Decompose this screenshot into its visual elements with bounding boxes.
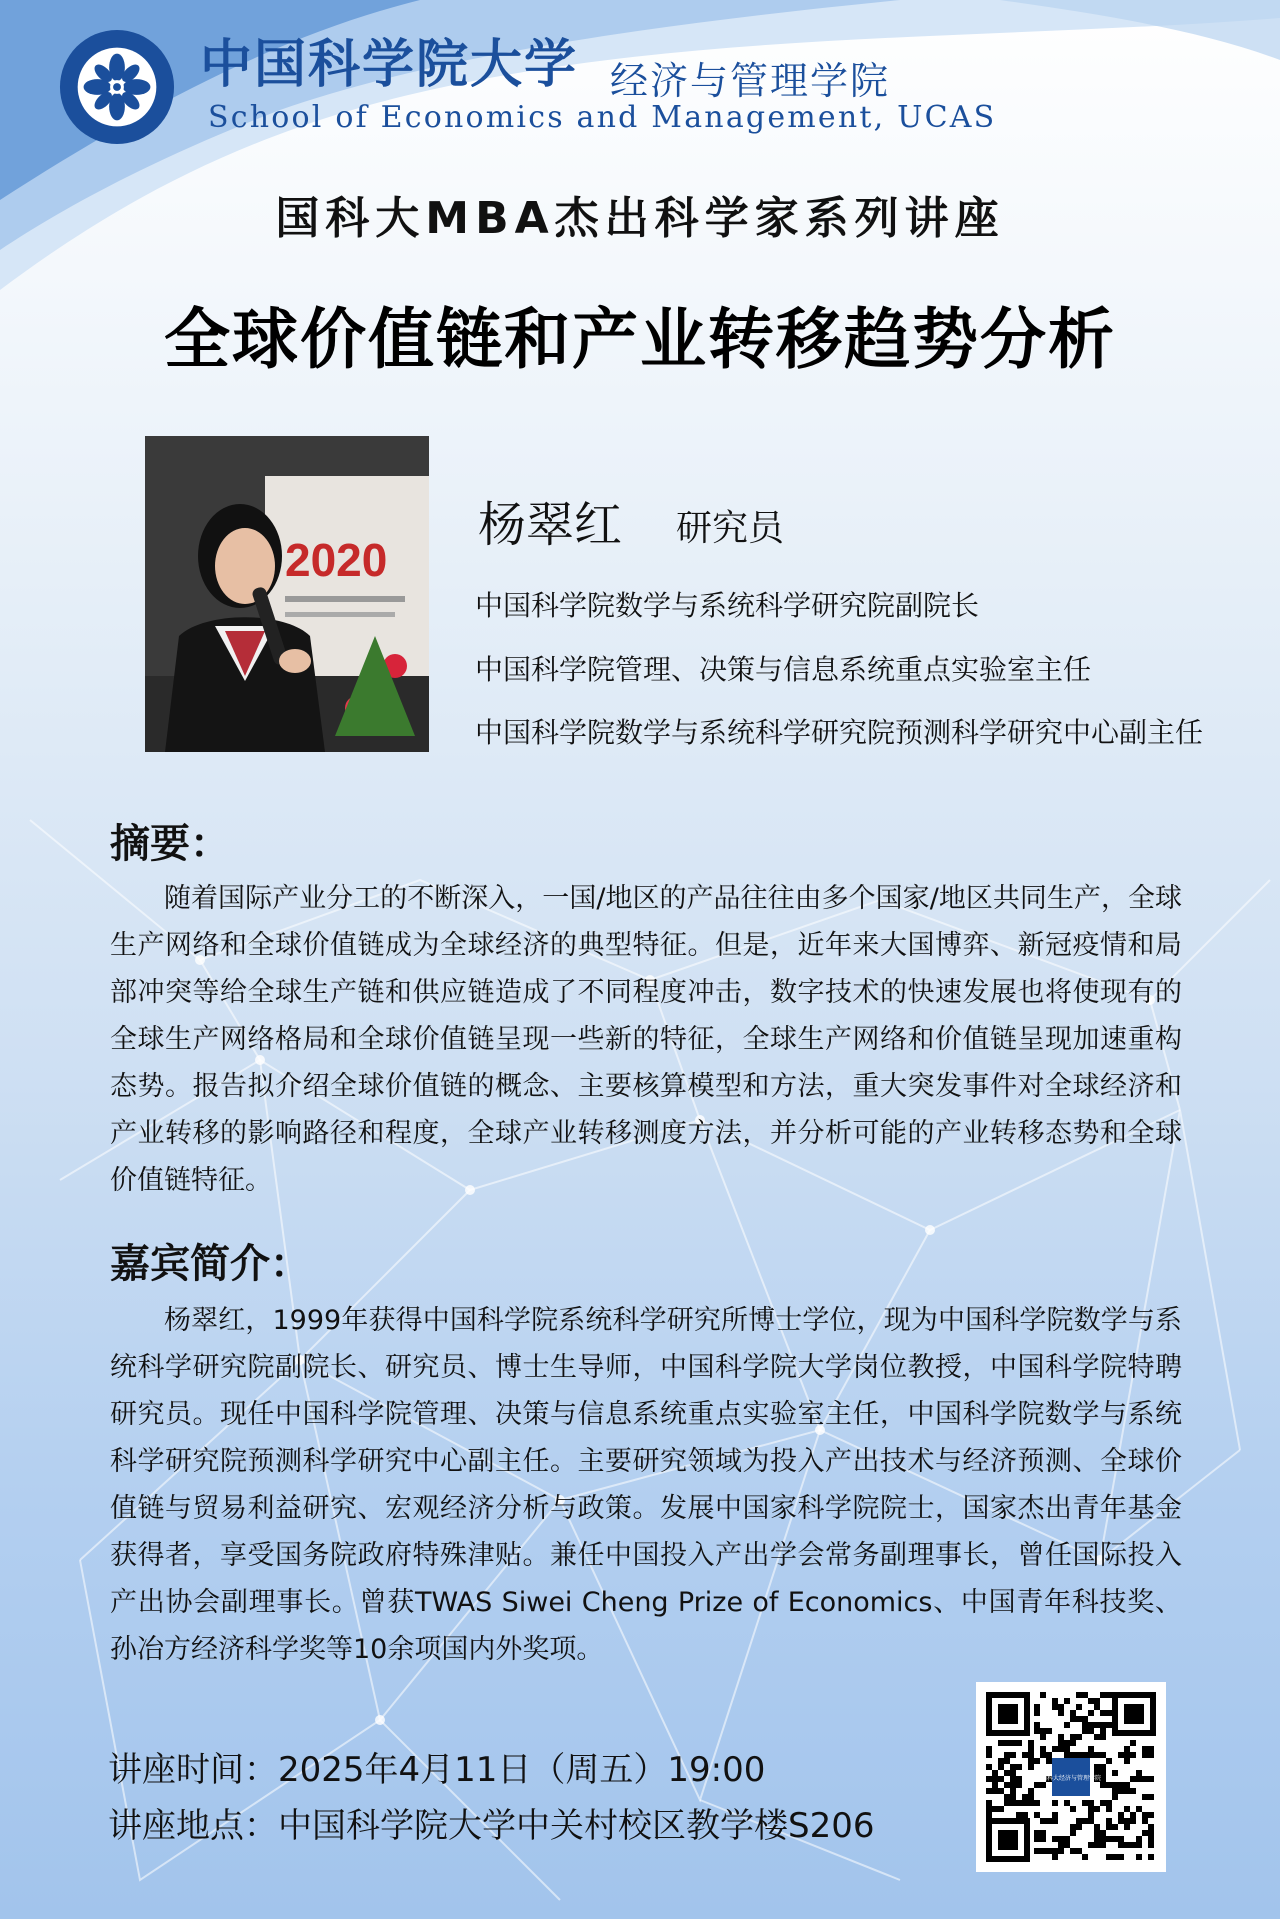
abstract-text: 随着国际产业分工的不断深入，一国/地区的产品往往由多个国家/地区共同生产，全球生产网络和全球价值链成为全球经济的典型特征。但是，近年来大国博弈、新冠疫情和局部冲突等给全球生产链和供应链造成了不同程度冲击，数字技术的快速发展也将使现有的全球生产网络格局和全球价值链呈现一些新的特征，全球生产网络和价值链呈现加速重构态势。报告拟介绍全球价值链的概念、主要核算模型和方法，重大突发事件对全球经济和产业转移的影响路径和程度，全球产业转移测度方法，并分析可能的产业转移态势和全球价值链特征。 bbox=[110, 883, 1182, 1196]
speaker-photo bbox=[145, 436, 429, 752]
header-swoosh bbox=[0, 0, 1280, 300]
abstract-heading: 摘要： bbox=[110, 821, 230, 867]
lecture-time-value: 2025年4月11日（周五）19:00 bbox=[278, 1750, 766, 1790]
speaker-name: 杨翠红 bbox=[478, 497, 623, 553]
speaker-title: 研究员 bbox=[676, 508, 785, 549]
school-name-cn: 经济与管理学院 bbox=[610, 59, 891, 103]
speaker-position: 中国科学院数学与系统科学研究院副院长 bbox=[475, 589, 980, 622]
bio-heading: 嘉宾简介： bbox=[110, 1241, 310, 1287]
speaker-position: 中国科学院管理、决策与信息系统重点实验室主任 bbox=[475, 653, 1092, 686]
cas-logo bbox=[58, 28, 176, 146]
qr-code[interactable] bbox=[976, 1682, 1166, 1872]
lecture-title: 全球价值链和产业转移趋势分析 bbox=[164, 301, 1116, 378]
lecture-place-label: 讲座地点： bbox=[108, 1806, 278, 1846]
lecture-place-value: 中国科学院大学中关村校区教学楼S206 bbox=[278, 1806, 875, 1846]
lecture-time-label: 讲座时间： bbox=[108, 1750, 278, 1790]
poster-year: 2020 bbox=[285, 534, 388, 586]
lecture-time bbox=[108, 1742, 765, 1791]
institution-name: 中国科学院大学 bbox=[200, 34, 579, 95]
lecture-place bbox=[108, 1798, 874, 1847]
speaker-position: 中国科学院数学与系统科学研究院预测科学研究中心副主任 bbox=[475, 716, 1204, 749]
qr-center-label: 国科大经济与管理学院 bbox=[1040, 1775, 1102, 1782]
series-title: 国科大MBA杰出科学家系列讲座 bbox=[275, 193, 1005, 244]
school-name-en: School of Economics and Management, UCAS bbox=[208, 100, 997, 135]
bio-text: 杨翠红，1999年获得中国科学院系统科学研究所博士学位，现为中国科学院数学与系统科学研究院副院长、研究员、博士生导师，中国科学院大学岗位教授，中国科学院特聘研究员。现任中国科学院管理、决策与信息系统重点实验室主任，中国科学院数学与系统科学研究院预测科学研究中心副主任。主要研究领域为投入产出技术与经济预测、全球价值链与贸易利益研究、宏观经济分析与政策。发展中国家科学院院士，国家杰出青年基金获得者，享受国务院政府特殊津贴。兼任中国投入产出学会常务副理事长，曾任国际投入产出协会副理事长。曾获TWAS Siwei Cheng Prize of Economics、中国青年科技奖、孙冶方经济科学奖等10余项国内外奖项。 bbox=[110, 1305, 1182, 1665]
